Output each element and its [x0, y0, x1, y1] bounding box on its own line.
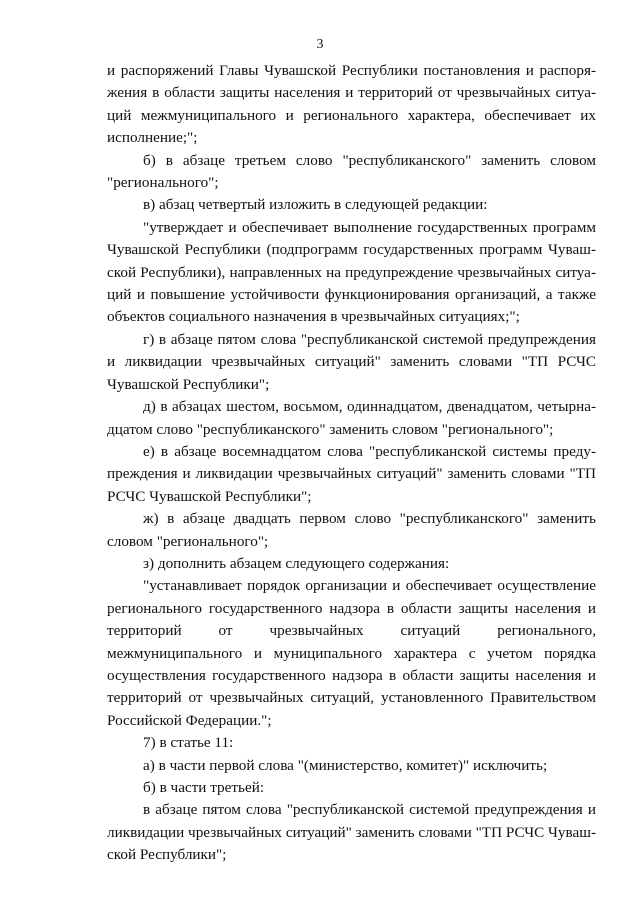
paragraph-13: б) в части третьей: — [143, 779, 265, 796]
paragraph-11: 7) в статье 11: — [143, 734, 234, 752]
paragraph-1: и распоряжений Главы Чувашской Республики постановления и распоряжения в области защиты населения и территорий от чрезвычайных ситуаций межмуниципального и регионального характера, обеспечивает их исполнение;"; — [107, 62, 596, 147]
paragraph-10: "устанавливает порядок организации и обеспечивает осуществление регионального государственного надзора в области защиты населения и территорий от чрезвычайных ситуаций регионального, межмуниципального и муниципального характера с учетом порядка осуществления государственного надзора в области защиты населения и территорий от чрезвычайных ситуаций, установленного Правительством Российской Федерации."; — [107, 577, 596, 729]
paragraph-6: д) в абзацах шестом, восьмом, одиннадцатом, двенадцатом, четырнадцатом слово "республиканского" заменить словом "регионального"; — [107, 398, 596, 438]
paragraph-8: ж) в абзаце двадцать первом слово "республиканского" заменить словом "регионального"; — [107, 510, 596, 550]
paragraph-3: в) абзац четвертый изложить в следующей редакции: — [143, 196, 488, 214]
paragraph-4: "утверждает и обеспечивает выполнение государственных программ Чувашской Республики (подпрограмм государственных программ Чувашской Республики), направленных на предупреждение чрезвычайных ситуаций и повышение устойчивости функционирования организаций, а также объектов социального назначения в чрезвычайных ситуациях;"; — [107, 218, 596, 326]
paragraph-2: б) в абзаце третьем слово "республиканского" заменить словом "регионального"; — [107, 151, 596, 192]
paragraph-7: е) в абзаце восемнадцатом слова "республиканской системы предупреждения и ликвидации чрезвычайных ситуаций" заменить словами "ТП РСЧС Чувашской Республики"; — [107, 442, 596, 505]
paragraph-5: г) в абзаце пятом слова "республиканской системой предупреждения и ликвидации чрезвычайных ситуаций" заменить словами "ТП РСЧС Чувашской Республики"; — [107, 330, 596, 393]
paragraph-14: в абзаце пятом слова "республиканской системой предупреждения и ликвидации чрезвычайных ситуаций" заменить словами "ТП РСЧС Чувашской Республики"; — [107, 801, 596, 864]
document-body — [107, 60, 596, 867]
paragraph-12: а) в части первой слова "(министерство, комитет)" исключить; — [143, 756, 548, 774]
paragraph-9: з) дополнить абзацем следующего содержания: — [143, 554, 450, 572]
page-number: 3 — [316, 37, 324, 52]
